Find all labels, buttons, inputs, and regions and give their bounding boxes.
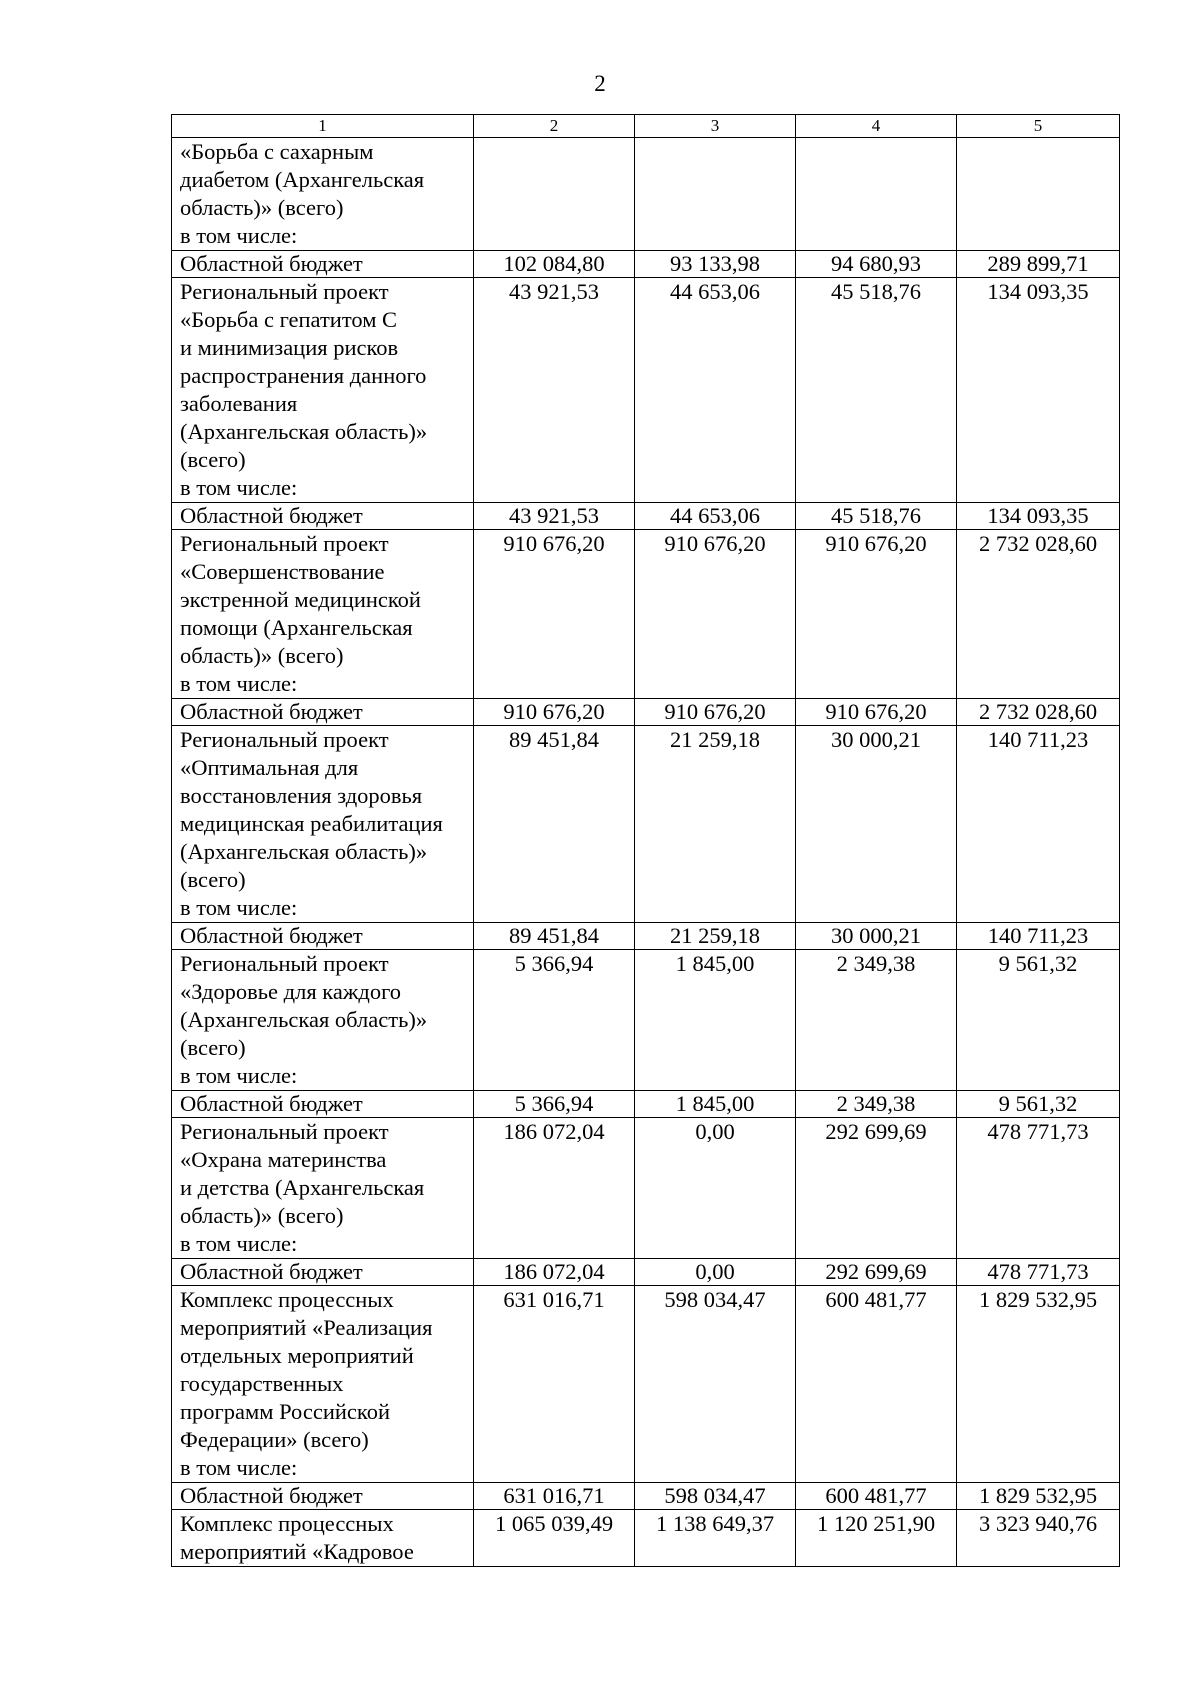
value-cell: 93 133,98: [635, 251, 796, 278]
value-cell: 292 699,69: [796, 1118, 957, 1259]
value-cell: 1 845,00: [635, 1091, 796, 1118]
value-cell: 289 899,71: [957, 251, 1120, 278]
row-label: Региональный проект «Здоровье для каждого (Архангельская область)» (всего) в том числе:: [172, 950, 474, 1091]
table-row: [172, 503, 1120, 530]
value-cell: 910 676,20: [474, 530, 635, 699]
value-cell: 44 653,06: [635, 278, 796, 503]
table-row: [172, 699, 1120, 726]
value-cell: [474, 138, 635, 251]
row-label: «Борьба с сахарным диабетом (Архангельская область)» (всего) в том числе:: [172, 138, 474, 251]
table-row: [172, 530, 1120, 699]
table-row: [172, 1286, 1120, 1483]
value-cell: 598 034,47: [635, 1286, 796, 1483]
budget-table: [171, 114, 1120, 1567]
table-row: [172, 1118, 1120, 1259]
value-cell: 30 000,21: [796, 923, 957, 950]
value-cell: 910 676,20: [635, 699, 796, 726]
table-row: [172, 1091, 1120, 1118]
value-cell: 600 481,77: [796, 1286, 957, 1483]
value-cell: 102 084,80: [474, 251, 635, 278]
value-cell: 186 072,04: [474, 1259, 635, 1286]
table-row: [172, 1483, 1120, 1510]
table-row: [172, 1259, 1120, 1286]
row-label: Региональный проект «Совершенствование экстренной медицинской помощи (Архангельская область)» (всего) в том числе:: [172, 530, 474, 699]
value-cell: 910 676,20: [796, 530, 957, 699]
value-cell: 292 699,69: [796, 1259, 957, 1286]
value-cell: [635, 138, 796, 251]
column-header: 4: [796, 115, 957, 138]
column-header: 3: [635, 115, 796, 138]
value-cell: 478 771,73: [957, 1259, 1120, 1286]
value-cell: 21 259,18: [635, 726, 796, 923]
value-cell: 2 349,38: [796, 1091, 957, 1118]
value-cell: 140 711,23: [957, 726, 1120, 923]
value-cell: 5 366,94: [474, 1091, 635, 1118]
row-label: Региональный проект «Охрана материнства и детства (Архангельская область)» (всего) в том числе:: [172, 1118, 474, 1259]
value-cell: 1 829 532,95: [957, 1286, 1120, 1483]
column-header: 1: [172, 115, 474, 138]
value-cell: 134 093,35: [957, 503, 1120, 530]
value-cell: 21 259,18: [635, 923, 796, 950]
row-label: Региональный проект «Оптимальная для восстановления здоровья медицинская реабилитация (Архангельская область)» (всего) в том числе:: [172, 726, 474, 923]
value-cell: 89 451,84: [474, 923, 635, 950]
value-cell: 140 711,23: [957, 923, 1120, 950]
value-cell: 43 921,53: [474, 503, 635, 530]
row-label: Областной бюджет: [172, 503, 474, 530]
value-cell: 134 093,35: [957, 278, 1120, 503]
column-header: 2: [474, 115, 635, 138]
value-cell: 1 829 532,95: [957, 1483, 1120, 1510]
table-row: [172, 251, 1120, 278]
value-cell: 1 120 251,90: [796, 1510, 957, 1567]
value-cell: 9 561,32: [957, 1091, 1120, 1118]
table-row: [172, 726, 1120, 923]
row-label: Областной бюджет: [172, 699, 474, 726]
value-cell: 910 676,20: [635, 530, 796, 699]
value-cell: 43 921,53: [474, 278, 635, 503]
value-cell: 631 016,71: [474, 1483, 635, 1510]
value-cell: 0,00: [635, 1118, 796, 1259]
row-label: Комплекс процессных мероприятий «Кадровое: [172, 1510, 474, 1567]
value-cell: 600 481,77: [796, 1483, 957, 1510]
value-cell: 478 771,73: [957, 1118, 1120, 1259]
value-cell: 30 000,21: [796, 726, 957, 923]
row-label: Областной бюджет: [172, 923, 474, 950]
value-cell: 1 065 039,49: [474, 1510, 635, 1567]
value-cell: 45 518,76: [796, 503, 957, 530]
value-cell: 0,00: [635, 1259, 796, 1286]
row-label: Региональный проект «Борьба с гепатитом С и минимизация рисков распространения данного заболевания (Архангельская область)» (всего) в том числе:: [172, 278, 474, 503]
table-row: [172, 923, 1120, 950]
value-cell: [796, 138, 957, 251]
value-cell: 2 732 028,60: [957, 530, 1120, 699]
value-cell: 631 016,71: [474, 1286, 635, 1483]
table-row: [172, 950, 1120, 1091]
row-label: Областной бюджет: [172, 1259, 474, 1286]
value-cell: 2 349,38: [796, 950, 957, 1091]
value-cell: 598 034,47: [635, 1483, 796, 1510]
column-header: 5: [957, 115, 1120, 138]
row-label: Областной бюджет: [172, 1091, 474, 1118]
table-row: [172, 138, 1120, 251]
value-cell: 2 732 028,60: [957, 699, 1120, 726]
row-label: Областной бюджет: [172, 1483, 474, 1510]
value-cell: 186 072,04: [474, 1118, 635, 1259]
value-cell: 89 451,84: [474, 726, 635, 923]
page-number: 2: [594, 71, 606, 96]
row-label: Областной бюджет: [172, 251, 474, 278]
table-row: [172, 1510, 1120, 1567]
column-number-row: [172, 115, 1120, 138]
value-cell: 1 845,00: [635, 950, 796, 1091]
value-cell: 910 676,20: [796, 699, 957, 726]
value-cell: 5 366,94: [474, 950, 635, 1091]
value-cell: 94 680,93: [796, 251, 957, 278]
value-cell: 910 676,20: [474, 699, 635, 726]
value-cell: [957, 138, 1120, 251]
table-row: [172, 278, 1120, 503]
value-cell: 1 138 649,37: [635, 1510, 796, 1567]
value-cell: 9 561,32: [957, 950, 1120, 1091]
value-cell: 44 653,06: [635, 503, 796, 530]
value-cell: 3 323 940,76: [957, 1510, 1120, 1567]
value-cell: 45 518,76: [796, 278, 957, 503]
row-label: Комплекс процессных мероприятий «Реализация отдельных мероприятий государственных программ Российской Федерации» (всего) в том числе:: [172, 1286, 474, 1483]
